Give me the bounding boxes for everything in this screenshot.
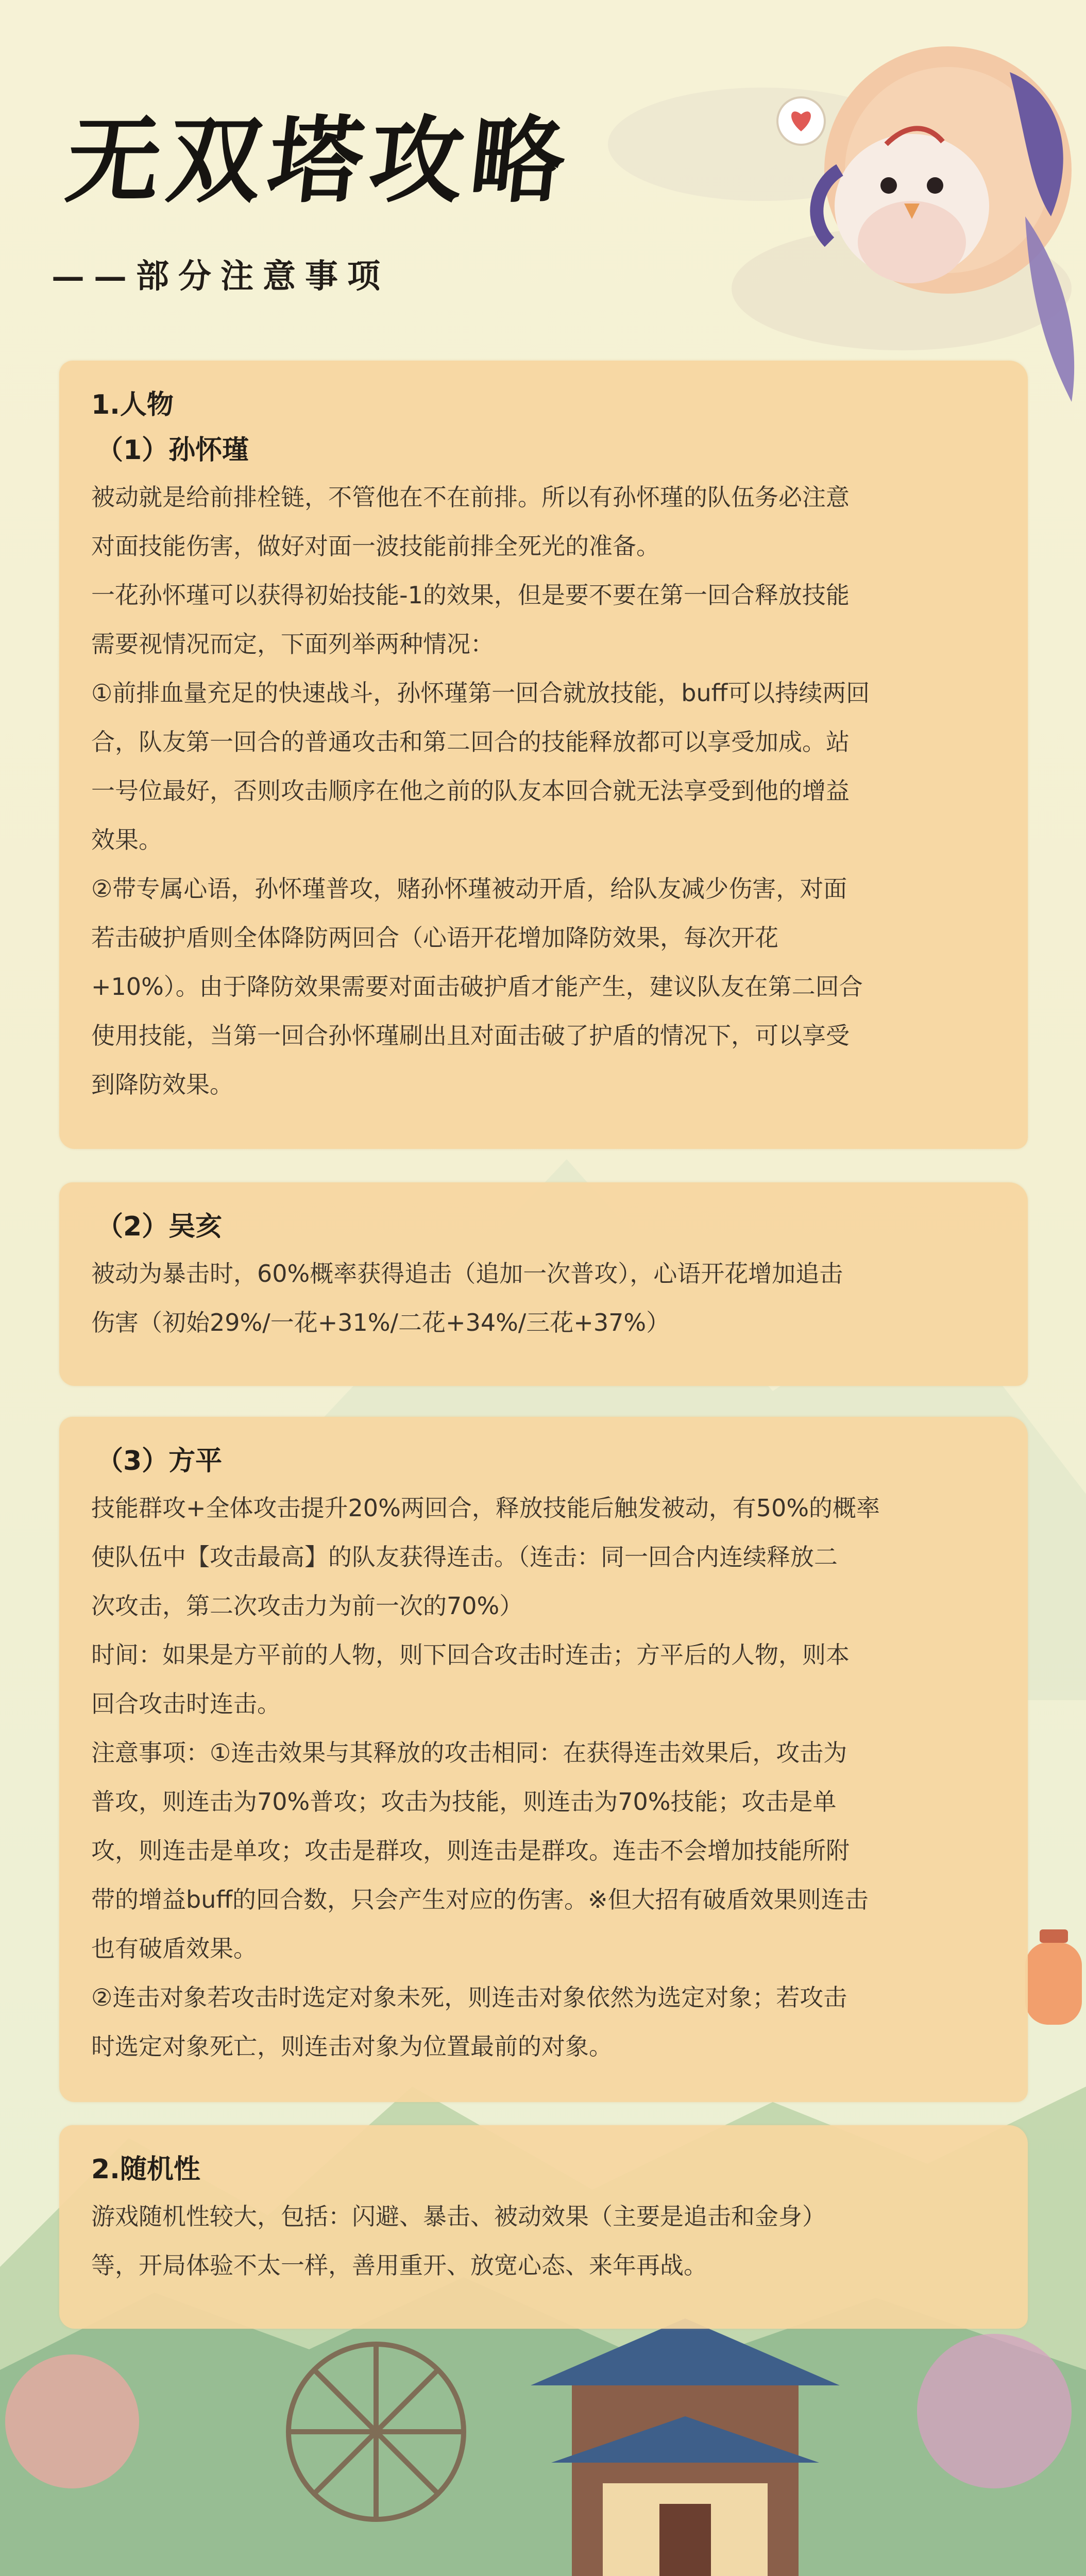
section-heading: 2.随机性 bbox=[91, 2154, 200, 2185]
body-line: 需要视情况而定，下面列举两种情况： bbox=[91, 630, 494, 658]
character-heading: （1）孙怀瑾 bbox=[96, 435, 249, 466]
body-line: 伤害（初始29%/一花+31%/二花+34%/三花+37%） bbox=[91, 1309, 670, 1336]
body-line: 技能群攻+全体攻击提升20%两回合，释放技能后触发被动，有50%的概率 bbox=[91, 1494, 880, 1522]
body-line: 使队伍中【攻击最高】的队友获得连击。（连击：同一回合内连续释放二 bbox=[91, 1543, 838, 1571]
section-card-wuhai bbox=[59, 1182, 1028, 1386]
ferris-wheel bbox=[289, 2344, 464, 2519]
paper-lantern bbox=[1025, 1929, 1082, 2025]
body-line: 带的增益buff的回合数，只会产生对应的伤害。※但大招有破盾效果则连击 bbox=[91, 1886, 869, 1913]
body-line: 到降防效果。 bbox=[91, 1071, 233, 1098]
body-line: 一号位最好，否则攻击顺序在他之前的队友本回合就无法享受到他的增益 bbox=[91, 777, 850, 805]
heart-speech-bubble bbox=[777, 97, 825, 145]
body-line: 普攻，则连击为70%普攻；攻击为技能，则连击为70%技能；攻击是单 bbox=[91, 1788, 837, 1816]
body-line: ②连击对象若攻击时选定对象未死，则连击对象依然为选定对象；若攻击 bbox=[91, 1984, 847, 2011]
body-line: 一花孙怀瑾可以获得初始技能-1的效果，但是要不要在第一回合释放技能 bbox=[91, 581, 850, 609]
section-card-randomness bbox=[59, 2125, 1028, 2329]
page-title: 无双塔攻略 bbox=[61, 105, 578, 215]
body-line: +10%）。由于降防效果需要对面击破护盾才能产生，建议队友在第二回合 bbox=[91, 973, 863, 1001]
blossom-tree bbox=[5, 2354, 139, 2488]
body-line: 等，开局体验不太一样，善用重开、放宽心态、来年再战。 bbox=[91, 2251, 707, 2279]
body-line: ②带专属心语，孙怀瑾普攻，赌孙怀瑾被动开盾，给队友减少伤害，对面 bbox=[91, 875, 847, 903]
body-line: 对面技能伤害，做好对面一波技能前排全死光的准备。 bbox=[91, 532, 660, 560]
section-card-characters bbox=[59, 361, 1028, 1149]
body-line: 回合攻击时连击。 bbox=[91, 1690, 281, 1718]
body-line: 合，队友第一回合的普通攻击和第二回合的技能释放都可以享受加成。站 bbox=[91, 728, 850, 756]
body-line: 注意事项：①连击效果与其释放的攻击相同：在获得连击效果后，攻击为 bbox=[91, 1739, 847, 1767]
character-heading: （2）吴亥 bbox=[96, 1211, 223, 1242]
body-line: 攻，则连击是单攻；攻击是群攻，则连击是群攻。连击不会增加技能所附 bbox=[91, 1837, 850, 1865]
section-heading: 1.人物 bbox=[91, 389, 174, 420]
body-line: ①前排血量充足的快速战斗，孙怀瑾第一回合就放技能，buff可以持续两回 bbox=[91, 679, 870, 707]
body-line: 被动就是给前排栓链，不管他在不在前排。所以有孙怀瑾的队伍务必注意 bbox=[91, 483, 850, 511]
page-subtitle: ——部分注意事项 bbox=[52, 257, 389, 296]
body-line: 效果。 bbox=[91, 826, 162, 854]
body-line: 时间：如果是方平前的人物，则下回合攻击时连击；方平后的人物，则本 bbox=[91, 1641, 850, 1669]
section-card-fangping bbox=[59, 1417, 1028, 2102]
body-line: 也有破盾效果。 bbox=[91, 1935, 257, 1962]
body-line: 被动为暴击时，60%概率获得追击（追加一次普攻），心语开花增加追击 bbox=[91, 1260, 843, 1287]
body-line: 时选定对象死亡，则连击对象为位置最前的对象。 bbox=[91, 2032, 613, 2060]
body-line: 若击破护盾则全体降防两回合（心语开花增加降防效果，每次开花 bbox=[91, 924, 778, 952]
body-line: 次攻击，第二次攻击力为前一次的70%） bbox=[91, 1592, 523, 1620]
character-heading: （3）方平 bbox=[96, 1446, 223, 1477]
blossom-tree bbox=[917, 2334, 1072, 2488]
body-line: 游戏随机性较大，包括：闪避、暴击、被动效果（主要是追击和金身） bbox=[91, 2202, 826, 2230]
body-line: 使用技能，当第一回合孙怀瑾刷出且对面击破了护盾的情况下，可以享受 bbox=[91, 1022, 850, 1049]
